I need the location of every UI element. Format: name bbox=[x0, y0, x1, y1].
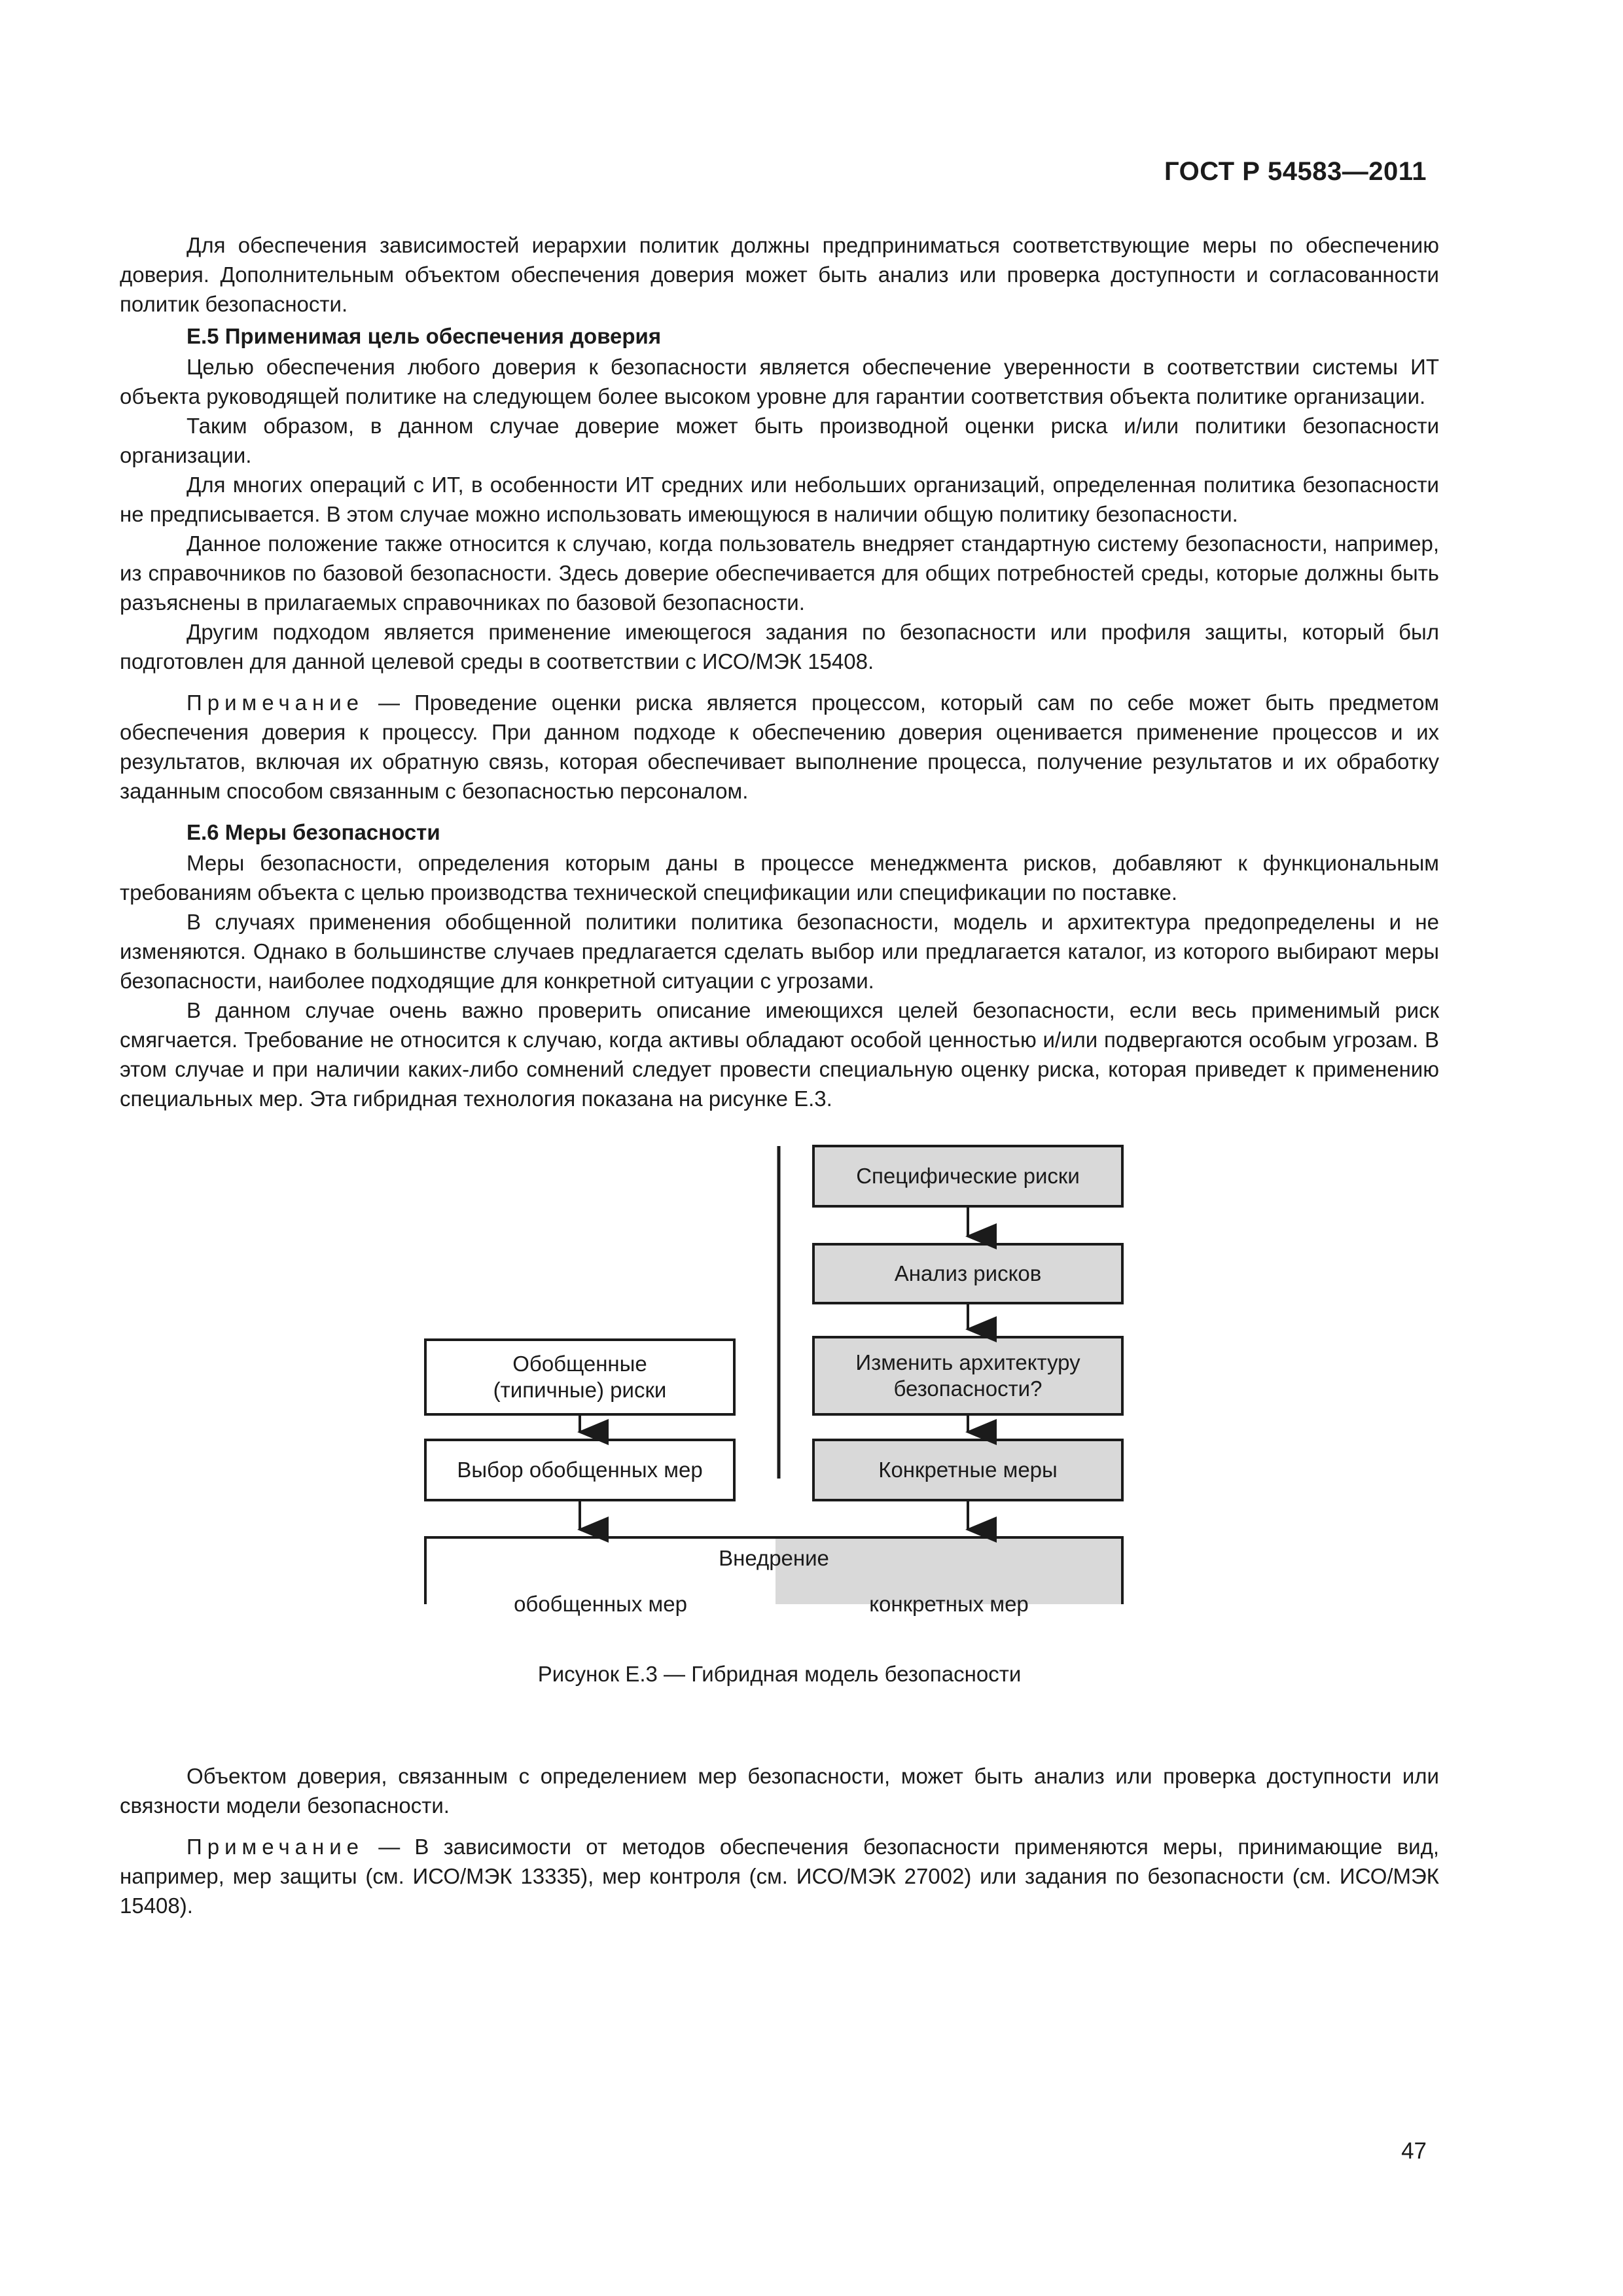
note-label: Примечание bbox=[187, 691, 365, 715]
section-heading-e5: E.5 Применимая цель обеспечения доверия bbox=[187, 324, 662, 348]
note-methods bbox=[120, 1832, 1439, 1920]
label-select-generic: Выбор обобщенных мер bbox=[457, 1458, 703, 1482]
figure-caption: Рисунок E.3 — Гибридная модель безопасности bbox=[537, 1662, 1022, 1686]
label-generic-risks: Обобщенные (типичные) риски bbox=[493, 1352, 667, 1402]
label-change-architecture: Изменить архитектуру безопасности? bbox=[855, 1350, 1080, 1401]
label-concrete-measures: Конкретные меры bbox=[878, 1458, 1058, 1482]
paragraph-baseline: Данное положение также относится к случаю, когда пользователь внедряет стандартную систему безопасности, например, из справочников по базовой безопасности. Здесь доверие обеспечивается для общих потребностей среды, которые должны быть разъяснены в прилагаемых справочниках по базовой безопасности. bbox=[120, 531, 1439, 615]
paragraph-policy-hierarchy: Для обеспечения зависимостей иерархии политик должны предприниматься соответствующие меры по обеспечению доверия. Дополнительным объектом обеспечения доверия может быть анализ или проверка доступности и согласованности политик безопасности. bbox=[120, 233, 1439, 316]
page-number: 47 bbox=[1401, 2138, 1427, 2164]
diagram-drawing bbox=[120, 1133, 1439, 1604]
note-label: Примечание bbox=[187, 1835, 365, 1859]
note-risk-assessment bbox=[120, 688, 1439, 806]
note-text: — В зависимости от методов обеспечения безопасности применяются меры, принимающие вид, например, мер защиты (см. ИСО/МЭК 13335), мер контроля (см. ИСО/МЭК 27002) или задания по безопасности (см. ИСО/МЭК 15408). bbox=[120, 1835, 1439, 1918]
paragraph-small-orgs: Для многих операций с ИТ, в особенности ИТ средних или небольших организаций, определенная политика безопасности не предписывается. В этом случае можно использовать имеющуюся в наличии общую политику безопасности. bbox=[120, 473, 1439, 526]
label-impl-concrete: конкретных мер bbox=[869, 1592, 1029, 1616]
document-code-header: ГОСТ Р 54583—2011 bbox=[1164, 157, 1427, 186]
paragraph-generic-policy: В случаях применения обобщенной политики политика безопасности, модель и архитектура предопределены и не изменяются. Однако в большинстве случаев предлагается сделать выбор или предлагается каталог, из которого выбирают меры безопасности, наиболее подходящие для конкретной ситуации с угрозами. bbox=[120, 910, 1439, 993]
paragraph-assurance-object: Объектом доверия, связанным с определением мер безопасности, может быть анализ или проверка доступности или связности модели безопасности. bbox=[120, 1764, 1439, 1818]
note-text: — Проведение оценки риска является процессом, который сам по себе может быть предметом обеспечения доверия к процессу. При данном подходе к обеспечению доверия оценивается применение процессов и их результатов, включая их обратную связь, которая обеспечивает выполнение процесса, получение результатов и их обработку заданным способом связанным с безопасностью персоналом. bbox=[120, 691, 1439, 803]
paragraph-security-measures: Меры безопасности, определения которым даны в процессе менеджмента рисков, добавляют к функциональным требованиям объекта с целью производства технической спецификации или спецификации по поставке. bbox=[120, 851, 1439, 905]
label-impl-generic: обобщенных мер bbox=[514, 1592, 687, 1616]
paragraph-protection-profile: Другим подходом является применение имеющегося задания по безопасности или профиля защиты, который был подготовлен для данной целевой среды в соответствии с ИСО/МЭК 15408. bbox=[120, 620, 1439, 673]
page-body bbox=[120, 230, 1439, 1920]
section-heading-e6: E.6 Меры безопасности bbox=[187, 820, 440, 844]
paragraph-derivative: Таким образом, в данном случае доверие может быть производной оценки риска и/или политики безопасности организации. bbox=[120, 414, 1439, 467]
paragraph-hybrid: В данном случае очень важно проверить описание имеющихся целей безопасности, если весь применимый риск смягчается. Требование не относится к случаю, когда активы обладают особой ценностью и/или подвергаются особым угрозам. В этом случае и при наличии каких-либо сомнений следует провести специальную оценку риска, которая приведет к применению специальных мер. Эта гибридная технология показана на рисунке E.3. bbox=[120, 998, 1439, 1111]
paragraph-assurance-goal: Целью обеспечения любого доверия к безопасности является обеспечение уверенности в соответствии системы ИТ объекта руководящей политике на следующем более высоком уровне для гарантии соответствия объекта политике организации. bbox=[120, 355, 1439, 408]
label-risk-analysis: Анализ рисков bbox=[894, 1261, 1042, 1285]
label-implementation: Внедрение bbox=[719, 1546, 829, 1570]
label-specific-risks: Специфические риски bbox=[856, 1164, 1080, 1188]
figure-hybrid-model bbox=[120, 1133, 1439, 1748]
